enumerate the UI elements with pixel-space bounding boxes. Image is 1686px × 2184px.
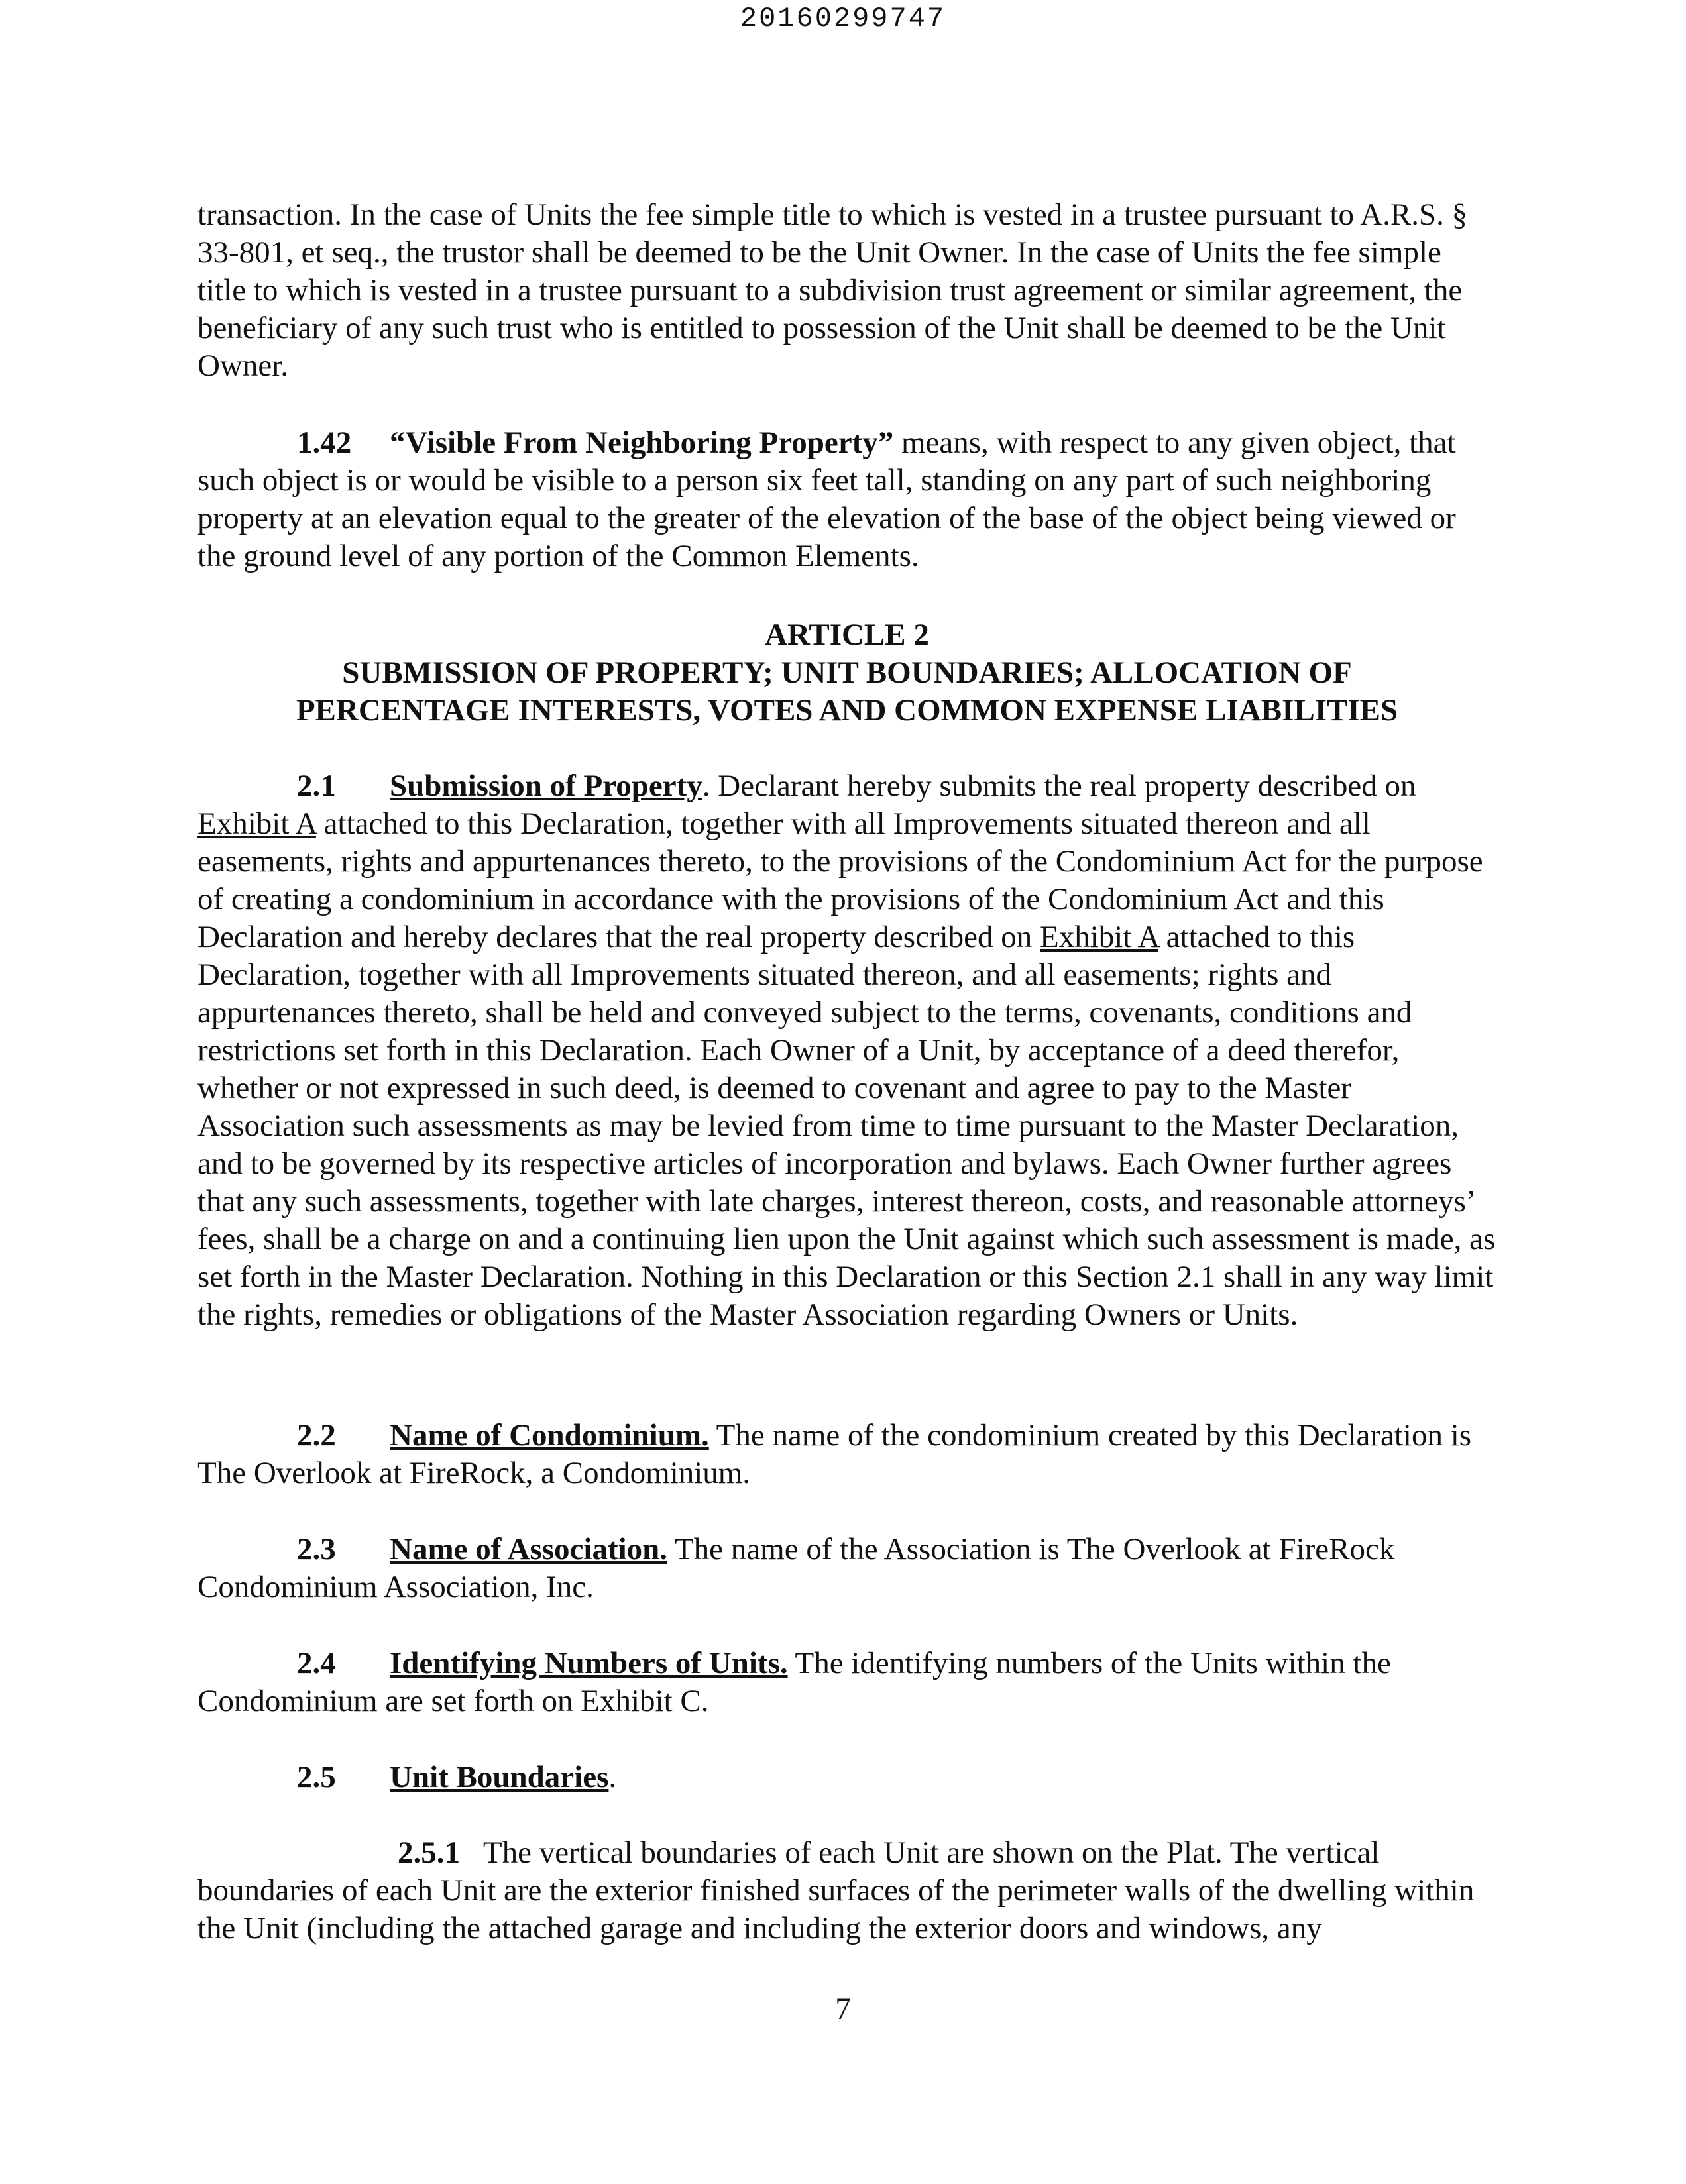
section-number: 1.42 — [297, 425, 352, 460]
section-title: Name of Condominium. — [390, 1418, 709, 1452]
exhibit-a-reference: Exhibit A — [1040, 920, 1158, 954]
section-2-2 — [197, 1417, 1496, 1492]
section-text: The name of the Association is The Overlook at FireRock Condominium Association, Inc. — [197, 1532, 1395, 1604]
article-label: ARTICLE 2 — [765, 618, 929, 652]
page-number: 7 — [835, 1992, 851, 2026]
section-2-5 — [197, 1759, 1496, 1796]
article-title-line-2: PERCENTAGE INTERESTS, VOTES AND COMMON EXPENSE LIABILITIES — [296, 693, 1398, 728]
section-text: The vertical boundaries of each Unit are shown on the Plat. The vertical boundaries of each Unit are the exterior finished surfaces of the perimeter walls of the dwelling within the Unit (including the attached garage and including the exterior doors and windows, any — [197, 1835, 1475, 1945]
section-number: 2.1 — [297, 769, 336, 803]
section-text: The identifying numbers of the Units within the Condominium are set forth on Exhibit C. — [197, 1646, 1391, 1718]
section-title: Unit Boundaries — [390, 1760, 609, 1794]
section-1-42 — [197, 424, 1496, 575]
section-text: attached to this Declaration, together with all Improvements situated thereon, and all easements; rights and appurtenances thereto, shall be held and conveyed subject to the terms, covenants, conditions and restrictions set forth in this Declaration. Each Owner of a Unit, by acceptance of a deed therefor, whether or not expressed in such deed, is deemed to covenant and agree to pay to the Master Association such assessments as may be levied from time to time pursuant to the Master Declaration, and to be governed by its respective articles of incorporation and bylaws. Each Owner further agrees that any such assessments, together with late charges, interest thereon, costs, and reasonable attorneys’ fees, shall be a charge on and a continuing lien upon the Unit against which such assessment is made, as set forth in the Master Declaration. Nothing in this Declaration or this Section 2.1 shall in any way limit the rights, remedies or obligations of the Master Association regarding Owners or Units. — [197, 920, 1496, 1332]
section-title: Name of Association. — [390, 1532, 668, 1566]
section-number: 2.5.1 — [398, 1835, 460, 1870]
paragraph-continuation: transaction. In the case of Units the fee simple title to which is vested in a trustee pursuant to A.R.S. § 33-801, et seq., the trustor shall be deemed to be the Unit Owner. In the case of Units the fee simple title to which is vested in a trustee pursuant to a subdivision trust agreement or similar agreement, the beneficiary of any such trust who is entitled to possession of the Unit shall be deemed to be the Unit Owner. — [197, 197, 1468, 383]
section-number: 2.4 — [297, 1646, 336, 1680]
section-text: . Declarant hereby submits the real property described on — [702, 769, 1416, 803]
section-punctuation: . — [608, 1760, 617, 1794]
section-text: The name of the condominium created by this Declaration is The Overlook at FireRock, a Condominium. — [197, 1418, 1472, 1490]
section-2-4 — [197, 1645, 1496, 1720]
article-title-line-1: SUBMISSION OF PROPERTY; UNIT BOUNDARIES; ALLOCATION OF — [342, 655, 1352, 690]
section-number: 2.3 — [297, 1532, 336, 1566]
section-number: 2.5 — [297, 1760, 336, 1794]
section-text: attached to this Declaration, together with all Improvements situated thereon and all easements, rights and appurtenances thereto, to the provisions of the Condominium Act for the purpose of creating a condominium in accordance with the provisions of the Condominium Act and this Declaration and hereby declares that the real property described on — [197, 806, 1483, 954]
section-title: Identifying Numbers of Units. — [390, 1646, 788, 1680]
defined-term: “Visible From Neighboring Property” — [390, 425, 894, 460]
section-2-1 — [197, 767, 1496, 1334]
exhibit-a-reference: Exhibit A — [197, 806, 316, 841]
article-heading — [197, 616, 1496, 730]
section-2-3 — [197, 1531, 1496, 1606]
section-number: 2.2 — [297, 1418, 336, 1452]
section-text: means, with respect to any given object, that such object is or would be visible to a person six feet tall, standing on any part of such neighboring property at an elevation equal to the greater of the elevation of the base of the object being viewed or the ground level of any portion of the Common Elements. — [197, 425, 1456, 573]
section-title: Submission of Property — [390, 769, 702, 803]
document-number: 20160299747 — [740, 3, 946, 34]
section-2-5-1 — [197, 1834, 1496, 1947]
